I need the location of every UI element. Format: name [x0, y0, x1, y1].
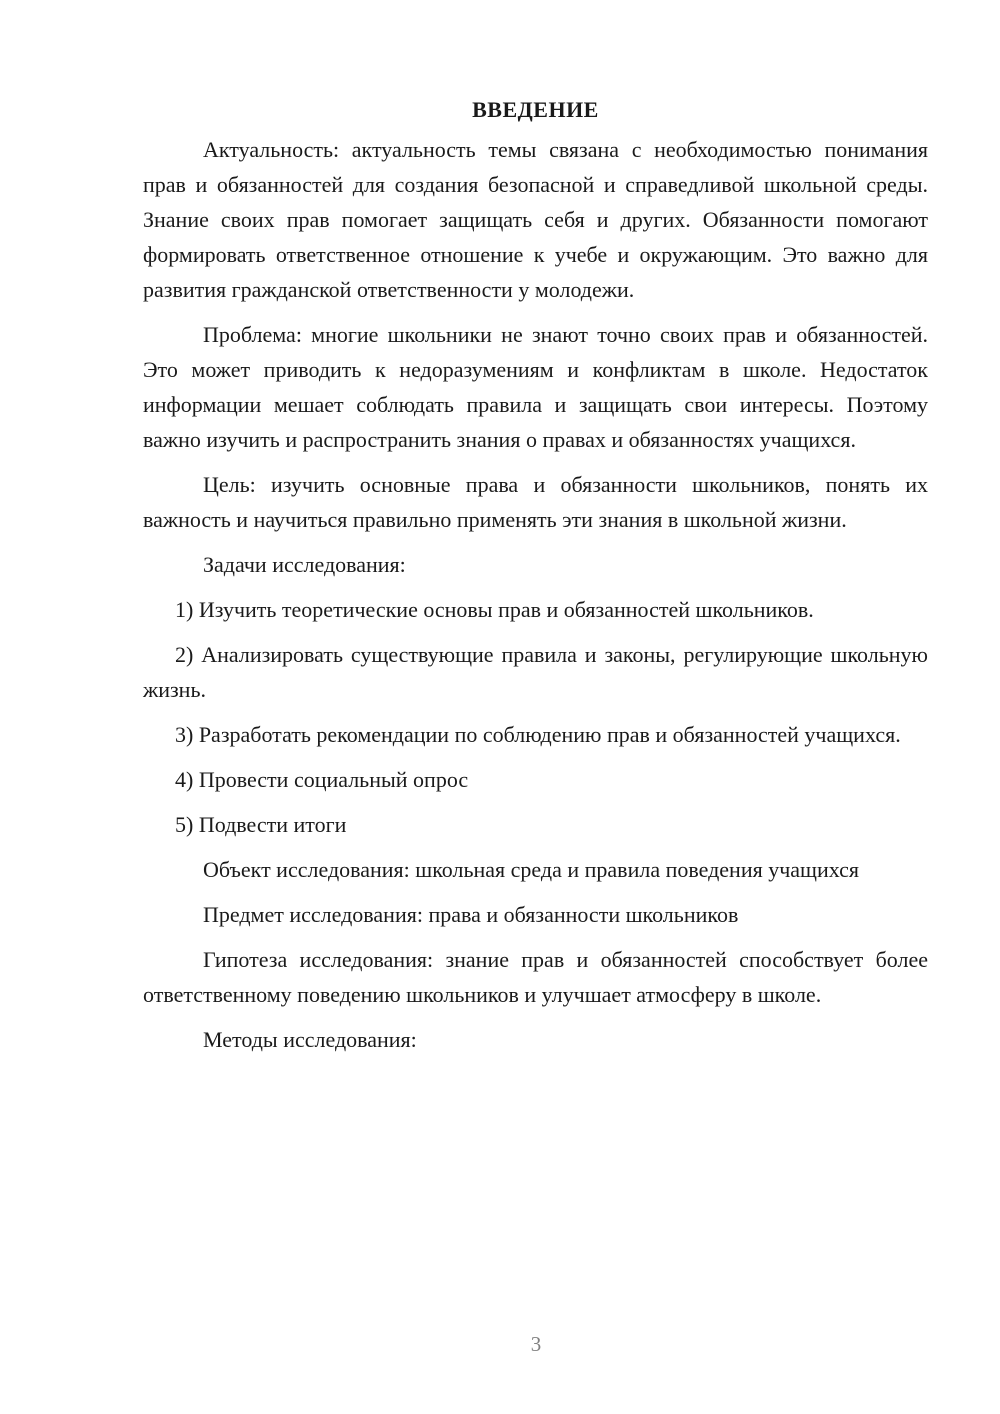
paragraph-tasks-heading: Задачи исследования: [203, 552, 406, 577]
paragraph-goal: Цель: изучить основные права и обязанности школьников, понять их важность и научиться правильно применять эти знания в школьной жизни. [143, 472, 928, 532]
task-item: 2) Анализировать существующие правила и законы, регулирующие школьную жизнь. [143, 642, 928, 702]
paragraph-object: Объект исследования: школьная среда и правила поведения учащихся [203, 857, 860, 882]
document-page [143, 92, 928, 1067]
paragraph-problem: Проблема: многие школьники не знают точно своих прав и обязанностей. Это может приводить к недоразумениям и конфликтам в школе. Недостаток информации мешает соблюдать правила и защищать свои интересы. Поэтому важно изучить и распространить знания о правах и обязанностях учащихся. [143, 322, 928, 452]
task-item: 5) Подвести итоги [175, 812, 347, 837]
paragraph-subject: Предмет исследования: права и обязанности школьников [203, 902, 739, 927]
page-number: 3 [530, 1332, 542, 1356]
task-item: 4) Провести социальный опрос [175, 767, 469, 792]
page-title: ВВЕДЕНИЕ [472, 97, 599, 122]
paragraph-hypothesis: Гипотеза исследования: знание прав и обязанностей способствует более ответственному поведению школьников и улучшает атмосферу в школе. [143, 947, 928, 1007]
paragraph-methods: Методы исследования: [203, 1027, 417, 1052]
task-item: 3) Разработать рекомендации по соблюдению прав и обязанностей учащихся. [175, 722, 901, 747]
paragraph-relevance: Актуальность: актуальность темы связана с необходимостью понимания прав и обязанностей для создания безопасной и справедливой школьной среды. Знание своих прав помогает защищать себя и других. Обязанности помогают формировать ответственное отношение к учебе и окружающим. Это важно для развития гражданской ответственности у молодежи. [143, 137, 928, 302]
task-item: 1) Изучить теоретические основы прав и обязанностей школьников. [175, 597, 814, 622]
